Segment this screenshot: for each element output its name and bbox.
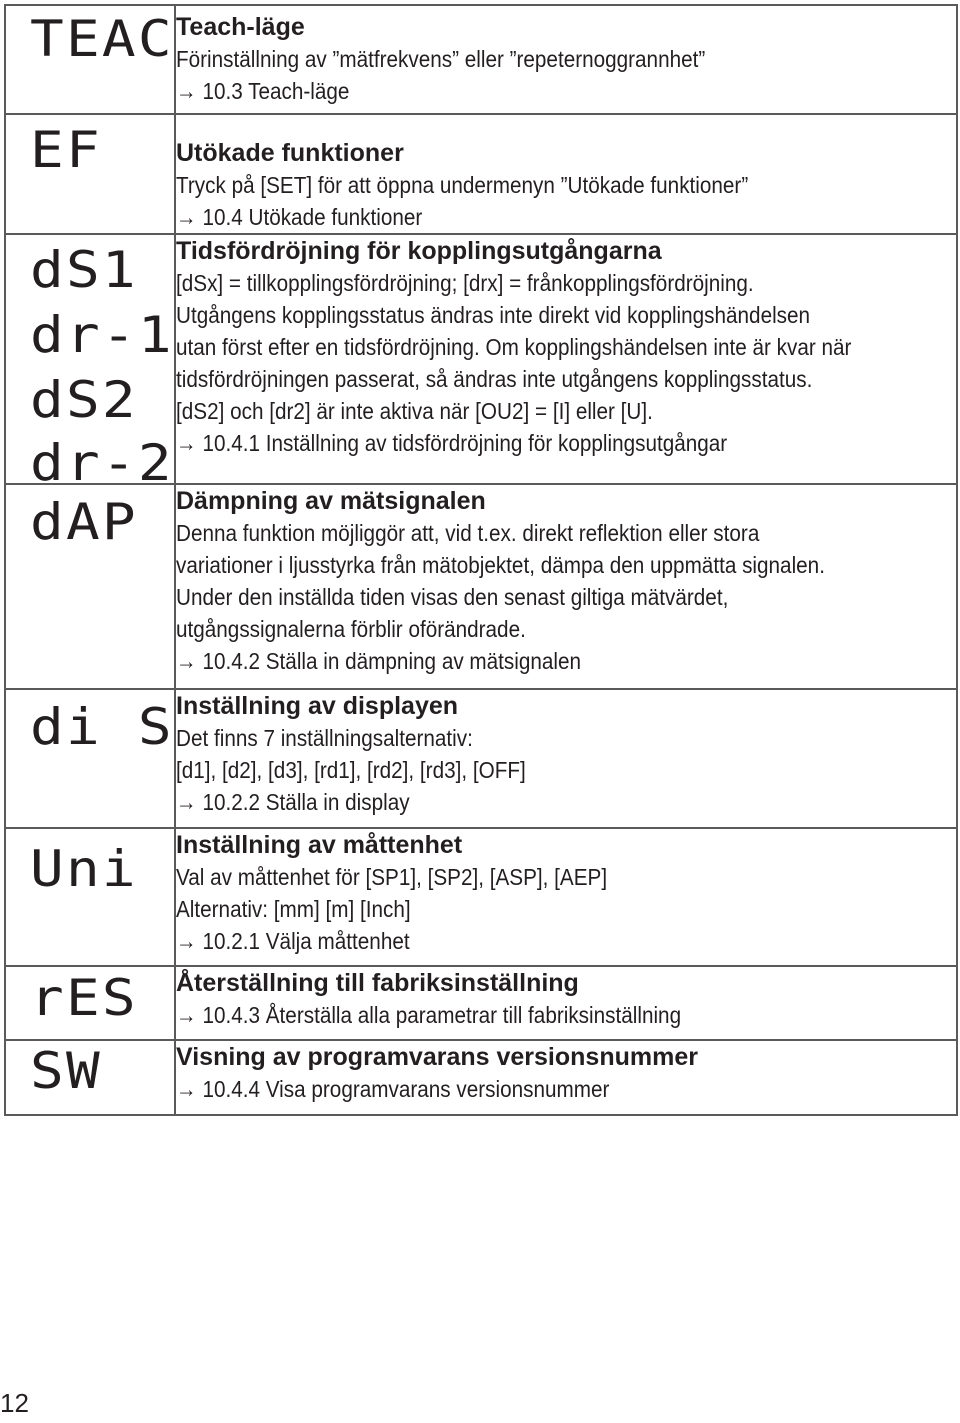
section-reference: → 10.2.2 Ställa in display: [176, 789, 410, 815]
description-cell: [175, 689, 957, 828]
description-line: Alternativ: [mm] [m] [Inch]: [176, 896, 411, 922]
function-title: Dämpning av mätsignalen: [176, 487, 486, 515]
menu-row: [5, 5, 957, 114]
display-code-cell: [5, 828, 175, 966]
display-code-cell: [5, 689, 175, 828]
section-reference: → 10.2.1 Välja måttenhet: [176, 928, 410, 954]
segment-display-code: Uni: [30, 840, 138, 898]
description-line: [d1], [d2], [d3], [rd1], [rd2], [rd3], [OFF]: [176, 757, 526, 783]
function-title: Tidsfördröjning för kopplingsutgångarna: [176, 237, 662, 265]
menu-row: [5, 689, 957, 828]
description-cell: [175, 966, 957, 1040]
segment-display-code: dAP: [30, 493, 138, 551]
segment-display-code: TEAC: [30, 10, 174, 68]
segment-display-code: EF: [30, 121, 102, 179]
menu-row: [5, 234, 957, 484]
segment-display-code: SW: [30, 1042, 102, 1100]
description-line: utan först efter en tidsfördröjning. Om kopplingshändelsen inte är kvar när: [176, 334, 852, 360]
menu-row: [5, 484, 957, 689]
description-line: [dS2] och [dr2] är inte aktiva när [OU2] = [I] eller [U].: [176, 398, 653, 424]
description-line: Det finns 7 inställningsalternativ:: [176, 725, 473, 751]
description-line: Förinställning av ”mätfrekvens” eller ”repeternoggrannhet”: [176, 46, 706, 72]
menu-row: [5, 1040, 957, 1115]
function-title: Återställning till fabriksinställning: [176, 969, 579, 997]
description-line: Val av måttenhet för [SP1], [SP2], [ASP], [AEP]: [176, 864, 608, 890]
description-line: Utgångens kopplingsstatus ändras inte direkt vid kopplingshändelsen: [176, 302, 811, 328]
description-line: Under den inställda tiden visas den senast giltiga mätvärdet,: [176, 584, 729, 610]
menu-row: [5, 828, 957, 966]
segment-display-code: di S: [30, 698, 174, 756]
segment-display-code: rES: [30, 969, 138, 1027]
menu-parameter-table: [4, 4, 958, 1116]
section-reference: → 10.4.4 Visa programvarans versionsnummer: [176, 1076, 610, 1102]
display-code-cell: [5, 484, 175, 689]
menu-row: [5, 966, 957, 1040]
function-title: Utökade funktioner: [176, 139, 404, 167]
section-reference: → 10.4.3 Återställa alla parametrar till fabriksinställning: [176, 1002, 682, 1028]
description-cell: [175, 5, 957, 114]
segment-display-code: dS1: [30, 241, 138, 299]
section-reference: → 10.4.2 Ställa in dämpning av mätsignalen: [176, 648, 582, 674]
segment-display-code: dr-1: [30, 306, 174, 364]
description-line: utgångssignalerna förblir oförändrade.: [176, 616, 526, 642]
description-line: variationer i ljusstyrka från mätobjektet, dämpa den uppmätta signalen.: [176, 552, 825, 578]
display-code-cell: [5, 234, 175, 492]
description-cell: [175, 1040, 957, 1115]
page-number: 12: [0, 1388, 29, 1418]
display-code-cell: [5, 1040, 175, 1115]
section-reference: → 10.4.1 Inställning av tidsfördröjning för kopplingsutgångar: [176, 430, 728, 456]
function-title: Inställning av måttenhet: [176, 831, 463, 859]
description-cell: [175, 484, 957, 689]
segment-display-code: dr-2: [30, 434, 174, 492]
description-cell: [175, 234, 957, 484]
display-code-cell: [5, 5, 175, 114]
function-title: Teach-läge: [176, 13, 305, 41]
description-cell: [175, 828, 957, 966]
description-line: Denna funktion möjliggör att, vid t.ex. direkt reflektion eller stora: [176, 520, 760, 546]
description-cell: [175, 114, 957, 234]
segment-display-code: dS2: [30, 371, 138, 429]
description-line: tidsfördröjningen passerat, så ändras inte utgångens kopplingsstatus.: [176, 366, 813, 392]
function-title: Visning av programvarans versionsnummer: [176, 1043, 698, 1071]
display-code-cell: [5, 114, 175, 234]
description-line: Tryck på [SET] för att öppna undermenyn ”Utökade funktioner”: [176, 172, 749, 198]
display-code-cell: [5, 966, 175, 1040]
menu-row: [5, 114, 957, 234]
description-line: [dSx] = tillkopplingsfördröjning; [drx] = frånkopplingsfördröjning.: [176, 270, 754, 296]
section-reference: → 10.4 Utökade funktioner: [176, 204, 423, 230]
function-title: Inställning av displayen: [176, 692, 459, 720]
section-reference: → 10.3 Teach-läge: [176, 78, 350, 104]
